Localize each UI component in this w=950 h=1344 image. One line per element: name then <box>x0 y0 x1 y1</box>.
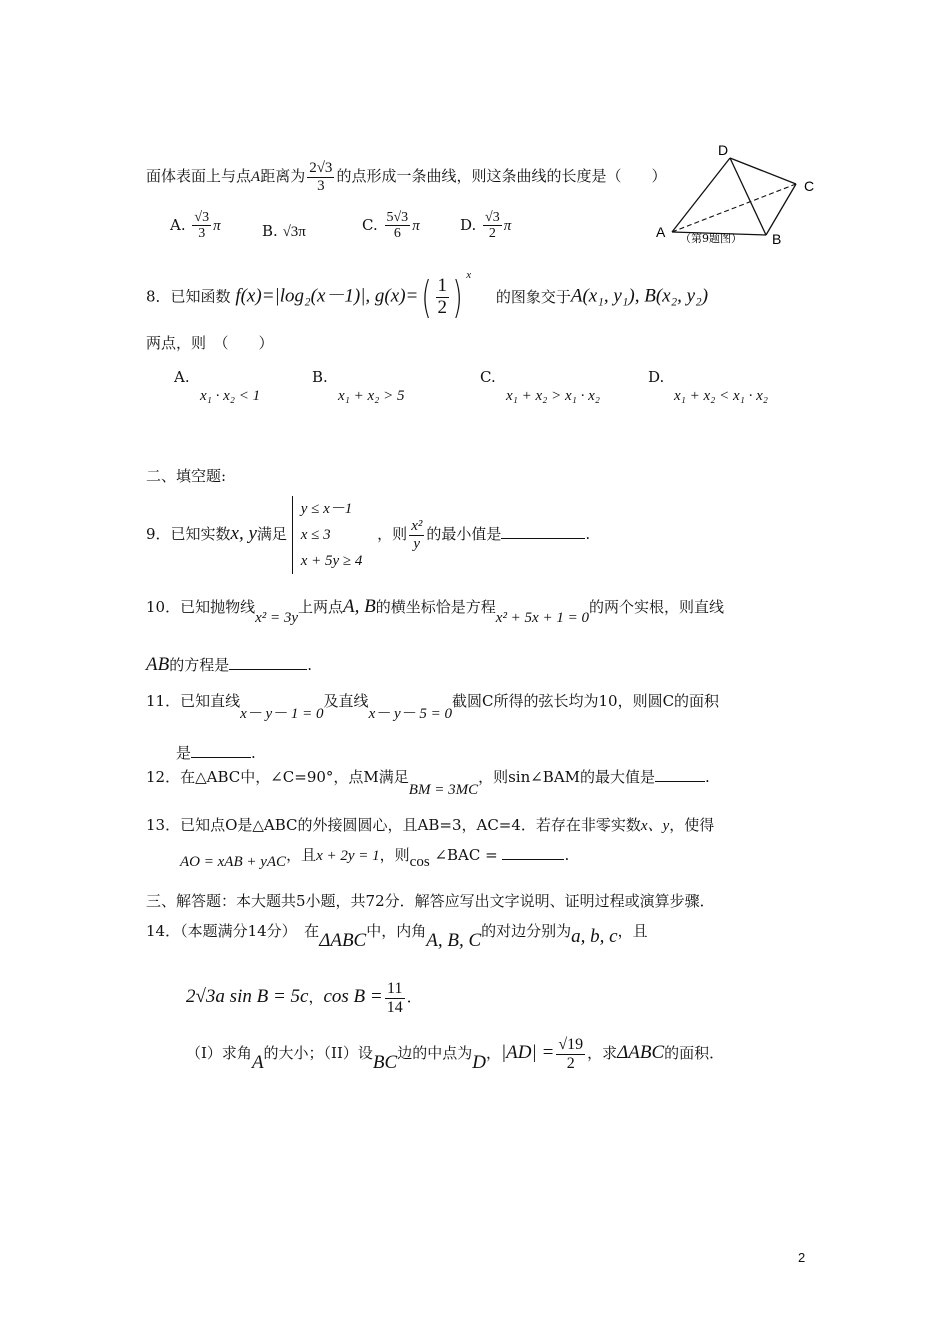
q9-stem: 9．已知实数x, y满足 y ≤ x－1 x ≤ 3 x + 5y ≥ 4 ，则 $\frac{\text{x²}}{y}$ 的最小值是 . <box>146 496 590 574</box>
q12-answer-blank[interactable] <box>655 767 705 782</box>
q9-constraint-system: y ≤ x－1 x ≤ 3 x + 5y ≥ 4 <box>292 496 363 574</box>
section-solution-heading: 三、解答题：本大题共5小题，共72分．解答应写出文字说明、证明过程或演算步骤． <box>146 892 715 910</box>
q7-option-d: D. $\frac{√3}{2}$ π <box>460 210 512 242</box>
label-a: A <box>656 224 666 240</box>
q7-distance-fraction: $\frac{2√3}{3}$ <box>309 160 333 194</box>
q8-function: f(x)=|log₂(x－1)|, g(x)= <box>235 285 419 307</box>
q9-answer-blank[interactable] <box>501 524 585 539</box>
page-number: 2 <box>798 1250 806 1265</box>
q8-line2: 两点，则 （ ） <box>146 334 274 352</box>
q8-option-c: C. x₁ + x₂ > x₁ · x₂ <box>480 368 600 404</box>
q11-stem: 11．已知直线x－ y－ 1 = 0及直线x－ y－ 5 = 0截圆C所得的弦长均为10，则圆C的面积 <box>146 692 720 722</box>
q14-stem: 14．（本题满分14分） 在ΔABC中，内角A, B, C的对边分别为a, b, c，且 <box>146 922 648 951</box>
section-fill-in-heading: 二、填空题: <box>146 467 227 485</box>
q7-option-a: A. $\frac{√3}{3}$ π <box>170 210 221 242</box>
q8-option-a: A. x₁ · x₂ < 1 <box>174 368 261 404</box>
q10-line2: AB的方程是 . <box>146 654 313 675</box>
figure-caption: （第9题图） <box>680 232 742 245</box>
q8-option-b: B. x₁ + x₂ > 5 <box>312 368 405 404</box>
q12-stem: 12．在△ABC中，∠C=90°，点M满足BM = 3MC，则sin∠BAM的最大值是 . <box>146 768 710 798</box>
q8-points: A(x₁, y₁), B(x₂, y₂) <box>570 285 709 307</box>
q13-stem: 13．已知点O是△ABC的外接圆圆心，且AB=3，AC=4．若存在非零实数x、y，使得 <box>146 816 715 834</box>
q8-option-d: D. x₁ + x₂ < x₁ · x₂ <box>648 368 768 404</box>
q7-option-b: B. √3π <box>262 222 306 240</box>
label-b: B <box>772 231 782 247</box>
q11-line2: 是 . <box>176 744 256 762</box>
q13-answer-blank[interactable] <box>502 845 564 860</box>
q14-conditions: 2√3a sin B = 5c，cos B = $\frac{11}{14}$ ． <box>186 980 422 1016</box>
q7-option-c: C. $\frac{5√3}{6}$ π <box>362 210 420 242</box>
q10-answer-blank[interactable] <box>229 655 307 670</box>
label-d: D <box>718 142 729 158</box>
q11-answer-blank[interactable] <box>191 743 251 758</box>
q8-stem: 8．已知函数 f(x)=|log₂(x－1)|, g(x)=( $\frac{1}{2}$ ) $^x$ 的图象交于A(x₁, y₁), B(x₂, y₂) <box>146 268 709 323</box>
label-c: C <box>804 178 815 194</box>
q7-stem: 面体表面上与点A距离为 $\frac{2√3}{3}$ 的点形成一条曲线，则这条曲线的长度是（ ） <box>146 160 667 194</box>
q14-parts: （I）求角A的大小；（II）设BC边的中点为D，|AD| = $\frac{√19}{2}$ ，求ΔABC的面积． <box>186 1036 725 1074</box>
q13-line2: AO = xAB + yAC，且x + 2y = 1，则cos ∠BAC = . <box>180 846 570 870</box>
tetrahedron-figure <box>650 140 830 250</box>
q10-stem: 10．已知抛物线x² = 3y上两点A, B的横坐标恰是方程x² + 5x + 1 = 0的两个实根，则直线 <box>146 596 724 626</box>
